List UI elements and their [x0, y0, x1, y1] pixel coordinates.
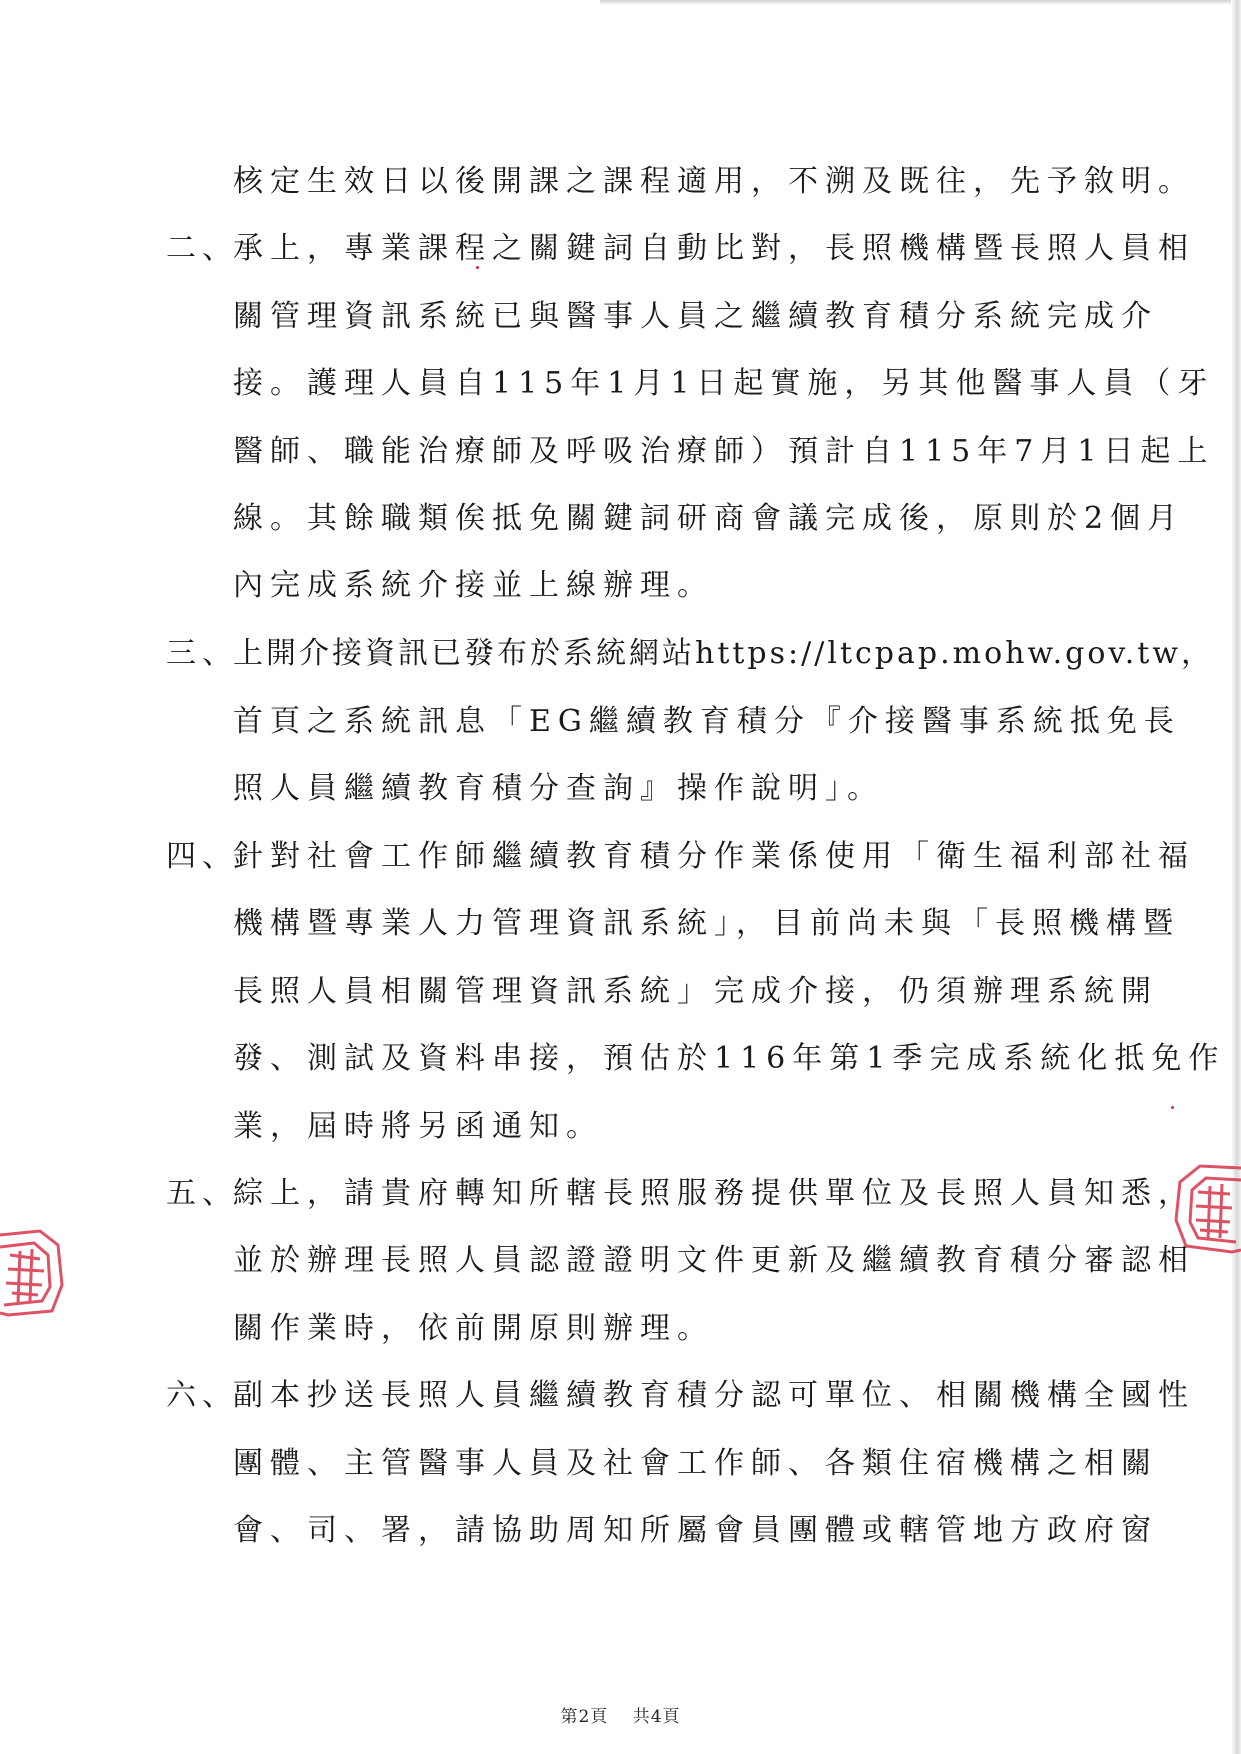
item-4-line: 針對社會工作師繼續教育積分作業係使用「衛生福利部社福 [233, 839, 1195, 874]
item-2-line: 內完成系統介接並上線辦理。 [233, 568, 714, 603]
item-5-line: 綜上，請貴府轉知所轄長照服務提供單位及長照人員知悉， [233, 1176, 1195, 1211]
item-3-line: 上開介接資訊已發布於系統網站https://ltcpap.mohw.gov.tw， [233, 636, 1215, 671]
item-6-line: 會、司、署，請協助周知所屬會員團體或轄管地方政府窗 [233, 1513, 1158, 1548]
item-6-line: 副本抄送長照人員繼續教育積分認可單位、相關機構全國性 [233, 1378, 1195, 1413]
item-5-line: 關作業時，依前開原則辦理。 [233, 1311, 714, 1346]
item-marker-4: 四、 [166, 839, 238, 874]
item-2-line: 承上，專業課程之關鍵詞自動比對，長照機構暨長照人員相 [233, 231, 1195, 266]
ink-speck [476, 266, 479, 269]
item-marker-2: 二、 [166, 231, 238, 266]
scan-edge-top [600, 0, 1241, 5]
item-4-line: 機構暨專業人力管理資訊系統」，目前尚未與「長照機構暨 [233, 906, 1180, 941]
ink-speck [1171, 1106, 1174, 1109]
page-number-label: 第2頁 [560, 1707, 609, 1727]
item-2-line: 關管理資訊系統已與醫事人員之繼續教育積分系統完成介 [233, 299, 1158, 334]
seal-stamp-right [1170, 1160, 1241, 1256]
item-4-line: 長照人員相關管理資訊系統」完成介接，仍須辦理系統開 [233, 974, 1158, 1009]
item-marker-3: 三、 [166, 636, 238, 671]
item-3-line: 首頁之系統訊息「EG繼續教育積分『介接醫事系統抵免長 [233, 704, 1181, 739]
item-marker-6: 六、 [166, 1378, 238, 1413]
seal-stamp-left [0, 1225, 66, 1321]
item-3-line: 照人員繼續教育積分查詢』操作說明」。 [233, 771, 884, 806]
page-total-label: 共4頁 [632, 1707, 681, 1727]
item-marker-5: 五、 [166, 1176, 238, 1211]
item-2-line: 線。其餘職類俟抵免關鍵詞研商會議完成後，原則於2個月 [233, 501, 1185, 536]
item-2-line: 接。護理人員自115年1月1日起實施，另其他醫事人員（牙 [233, 366, 1215, 401]
continuation-line: 核定生效日以後開課之課程適用，不溯及既往，先予敘明。 [233, 164, 1195, 199]
scan-edge-right [1231, 0, 1241, 1754]
page-footer [0, 1702, 1241, 1727]
item-4-line: 發、測試及資料串接，預估於116年第1季完成系統化抵免作 [233, 1041, 1226, 1076]
item-6-line: 團體、主管醫事人員及社會工作師、各類住宿機構之相關 [233, 1446, 1158, 1481]
item-4-line: 業，屆時將另函通知。 [233, 1109, 603, 1144]
item-5-line: 並於辦理長照人員認證證明文件更新及繼續教育積分審認相 [233, 1243, 1195, 1278]
item-2-line: 醫師、職能治療師及呼吸治療師）預計自115年7月1日起上 [233, 434, 1215, 469]
